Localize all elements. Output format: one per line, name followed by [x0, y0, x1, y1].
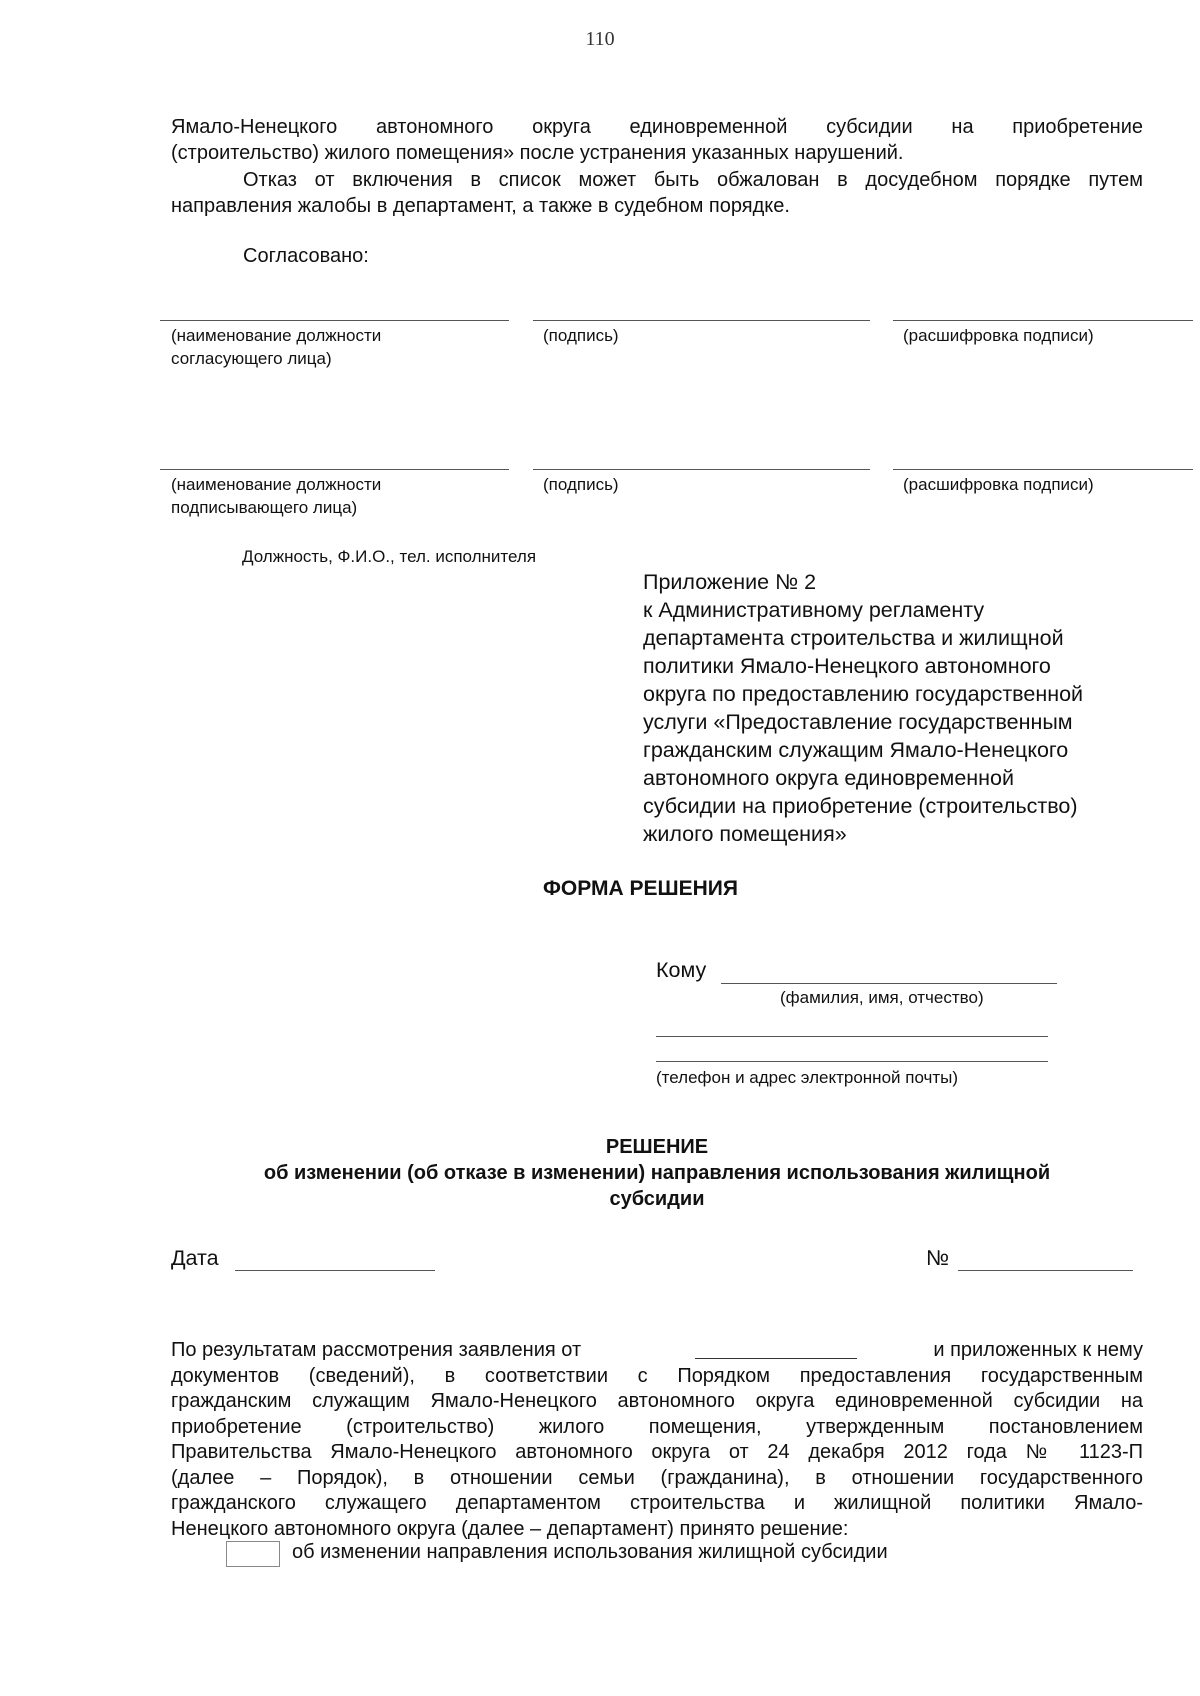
body-line: [171, 1517, 1143, 1543]
body-line: [171, 1466, 1143, 1492]
executor-line: Должность, Ф.И.О., тел. исполнителя: [242, 547, 537, 566]
recipient-line-2: [656, 1036, 1048, 1037]
signature-caption-1: (подпись): [543, 326, 619, 345]
body-line-text: (далее – Порядок), в отношении семьи (гражданина), в отношении государственного: [171, 1466, 1143, 1489]
appendix-block: [643, 568, 1163, 848]
appendix-line: округа по предоставлению государственной: [643, 682, 1084, 706]
appendix-line: жилого помещения»: [643, 822, 847, 846]
decision-body: [171, 1338, 1143, 1542]
body-line1-end: и приложенных к нему: [933, 1339, 1143, 1361]
appendix-line: гражданским служащим Ямало-Ненецкого: [643, 738, 1069, 762]
option-change-checkbox[interactable]: [226, 1541, 280, 1567]
decision-title-line-3: субсидии: [609, 1188, 705, 1210]
number-label: №: [926, 1246, 950, 1270]
page-number: 110: [585, 28, 615, 50]
body-line: [171, 1491, 1143, 1517]
name-caption: (фамилия, имя, отчество): [780, 988, 984, 1007]
body-line: [171, 1440, 1143, 1466]
form-title: ФОРМА РЕШЕНИЯ: [543, 877, 738, 900]
position-caption-2b: подписывающего лица): [171, 498, 358, 517]
body-line-text: гражданским служащим Ямало-Ненецкого автономного округа единовременной субсидии на: [171, 1390, 1143, 1412]
body-line-text: документов (сведений), в соответствии с Порядком предоставления государственным: [171, 1364, 1143, 1387]
date-label: Дата: [171, 1246, 219, 1270]
body-line-text: Ненецкого автономного округа (далее – департамент) принято решение:: [171, 1517, 849, 1540]
body-line-text: Правительства Ямало-Ненецкого автономного округа от 24 декабря 2012 года № 1123-П: [171, 1441, 1143, 1463]
appendix-line: к Административному регламенту: [643, 598, 985, 622]
position-caption-2a: (наименование должности: [171, 475, 382, 494]
appeal-line-1: Отказ от включения в список может быть обжалован в досудебном порядке путем: [243, 169, 1143, 191]
decoding-caption-1: (расшифровка подписи): [903, 326, 1094, 345]
appendix-line: автономного округа единовременной: [643, 766, 1015, 790]
body-first-line: [171, 1338, 1143, 1364]
appendix-line: политики Ямало-Ненецкого автономного: [643, 654, 1051, 678]
position-line-1: [160, 320, 509, 321]
signature-caption-2: (подпись): [543, 475, 619, 494]
to-label: Кому: [656, 958, 707, 982]
position-caption-1a: (наименование должности: [171, 326, 382, 345]
decision-title: [171, 1134, 1143, 1212]
appendix-line: Приложение № 2: [643, 570, 817, 594]
body-line-text: приобретение (строительство) жилого помещения, утвержденным постановлением: [171, 1415, 1143, 1438]
position-line-2: [160, 469, 509, 470]
body-line: [171, 1415, 1143, 1441]
intro-line-2: (строительство) жилого помещения» после устранения указанных нарушений.: [171, 142, 904, 164]
appeal-line-2: направления жалобы в департамент, а также в судебном порядке.: [171, 195, 790, 217]
signature-line-1: [533, 320, 870, 321]
option-change-label: об изменении направления использования жилищной субсидии: [292, 1541, 888, 1563]
appendix-line: услуги «Предоставление государственным: [643, 710, 1073, 734]
application-date-blank: [695, 1338, 857, 1359]
body-line-text: гражданского служащего департаментом строительства и жилищной политики Ямало-: [171, 1492, 1143, 1514]
decoding-caption-2: (расшифровка подписи): [903, 475, 1094, 494]
recipient-name-line: [721, 983, 1057, 984]
number-line: [958, 1270, 1133, 1271]
body-line: [171, 1389, 1143, 1415]
signature-line-2: [533, 469, 870, 470]
intro-line-1: Ямало-Ненецкого автономного округа единовременной субсидии на приобретение: [171, 116, 1143, 138]
decision-title-line-2: об изменении (об отказе в изменении) направления использования жилищной: [263, 1162, 1051, 1184]
position-caption-1b: согласующего лица): [171, 349, 332, 368]
decoding-line-2: [893, 469, 1193, 470]
body-blank-wrap: [695, 1338, 857, 1367]
decoding-line-1: [893, 320, 1193, 321]
appendix-line: субсидии на приобретение (строительство): [643, 794, 1078, 818]
appendix-line: департамента строительства и жилищной: [643, 626, 1064, 650]
body-line: [171, 1364, 1143, 1390]
decision-title-line-1: РЕШЕНИЕ: [605, 1136, 709, 1158]
agreed-label: Согласовано:: [243, 245, 369, 267]
contact-caption: (телефон и адрес электронной почты): [656, 1068, 959, 1087]
date-line: [235, 1270, 435, 1271]
recipient-line-3: [656, 1061, 1048, 1062]
body-line1-start: По результатам рассмотрения заявления от: [171, 1339, 582, 1361]
